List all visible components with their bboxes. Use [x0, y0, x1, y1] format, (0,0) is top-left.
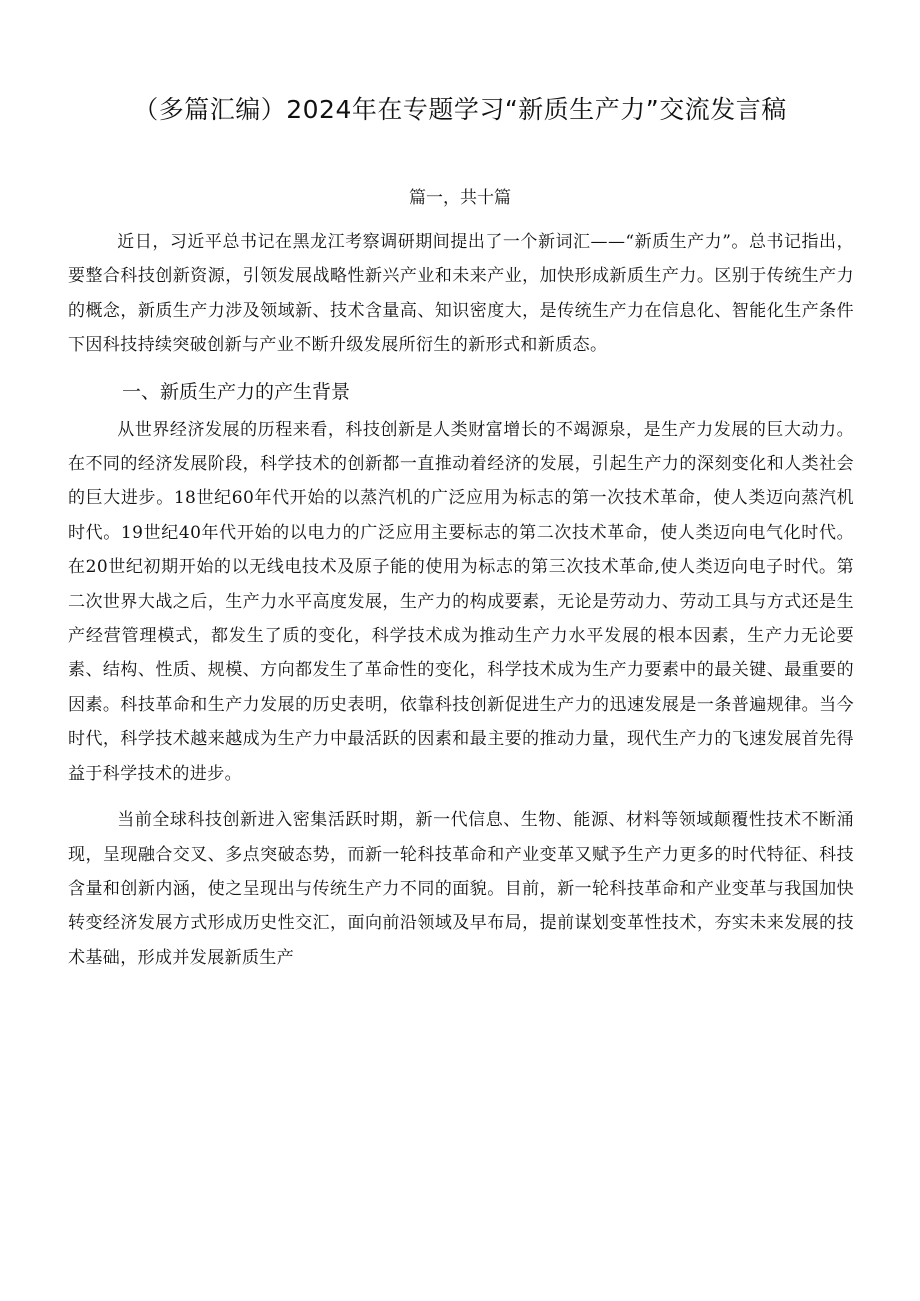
document-title: （多篇汇编）2024年在专题学习“新质生产力”交流发言稿: [133, 95, 787, 124]
section-paragraph-1: 从世界经济发展的历程来看，科技创新是人类财富增长的不竭源泉，是生产力发展的巨大动力。在不同的经济发展阶段，科学技术的创新都一直推动着经济的发展，引起生产力的深刻变化和人类社会的巨大进步。18世纪60年代开始的以蒸汽机的广泛应用为标志的第一次技术革命，使人类迈向蒸汽机时代。19世纪40年代开始的以电力的广泛应用主要标志的第二次技术革命，使人类迈向电气化时代。在20世纪初期开始的以无线电技术及原子能的使用为标志的第三次技术革命,使人类迈向电子时代。第二次世界大战之后，生产力水平高度发展，生产力的构成要素，无论是劳动力、劳动工具与方式还是生产经营管理模式，都发生了质的变化，科学技术成为推动生产力水平发展的根本因素，生产力无论要素、结构、性质、规模、方向都发生了革命性的变化，科学技术成为生产力要素中的最关键、最重要的因素。科技革命和生产力发展的历史表明，依靠科技创新促进生产力的迅速发展是一条普遍规律。当今时代，科学技术越来越成为生产力中最活跃的因素和最主要的推动力量，现代生产力的飞速发展首先得益于科学技术的进步。: [68, 419, 854, 784]
section-paragraph-2: 当前全球科技创新进入密集活跃时期，新一代信息、生物、能源、材料等领域颠覆性技术不断涌现，呈现融合交叉、多点突破态势，而新一轮科技革命和产业变革又赋予生产力更多的时代特征、科技含量和创新内涵，使之呈现出与传统生产力不同的面貌。目前，新一轮科技革命和产业变革与我国加快转变经济发展方式形成历史性交汇，面向前沿领域及早布局，提前谋划变革性技术，夯实未来发展的技术基础，形成并发展新质生产: [68, 810, 854, 968]
intro-paragraph: 近日，习近平总书记在黑龙江考察调研期间提出了一个新词汇——“新质生产力”。总书记指出，要整合科技创新资源，引领发展战略性新兴产业和未来产业，加快形成新质生产力。区别于传统生产力的概念，新质生产力涉及领域新、技术含量高、知识密度大，是传统生产力在信息化、智能化生产条件下因科技持续突破创新与产业不断升级发展所衍生的新形式和新质态。: [68, 232, 854, 356]
document-body: [68, 225, 854, 975]
document-subtitle: 篇一，共十篇: [409, 188, 511, 208]
section-heading: 一、新质生产力的产生背景: [122, 380, 351, 403]
